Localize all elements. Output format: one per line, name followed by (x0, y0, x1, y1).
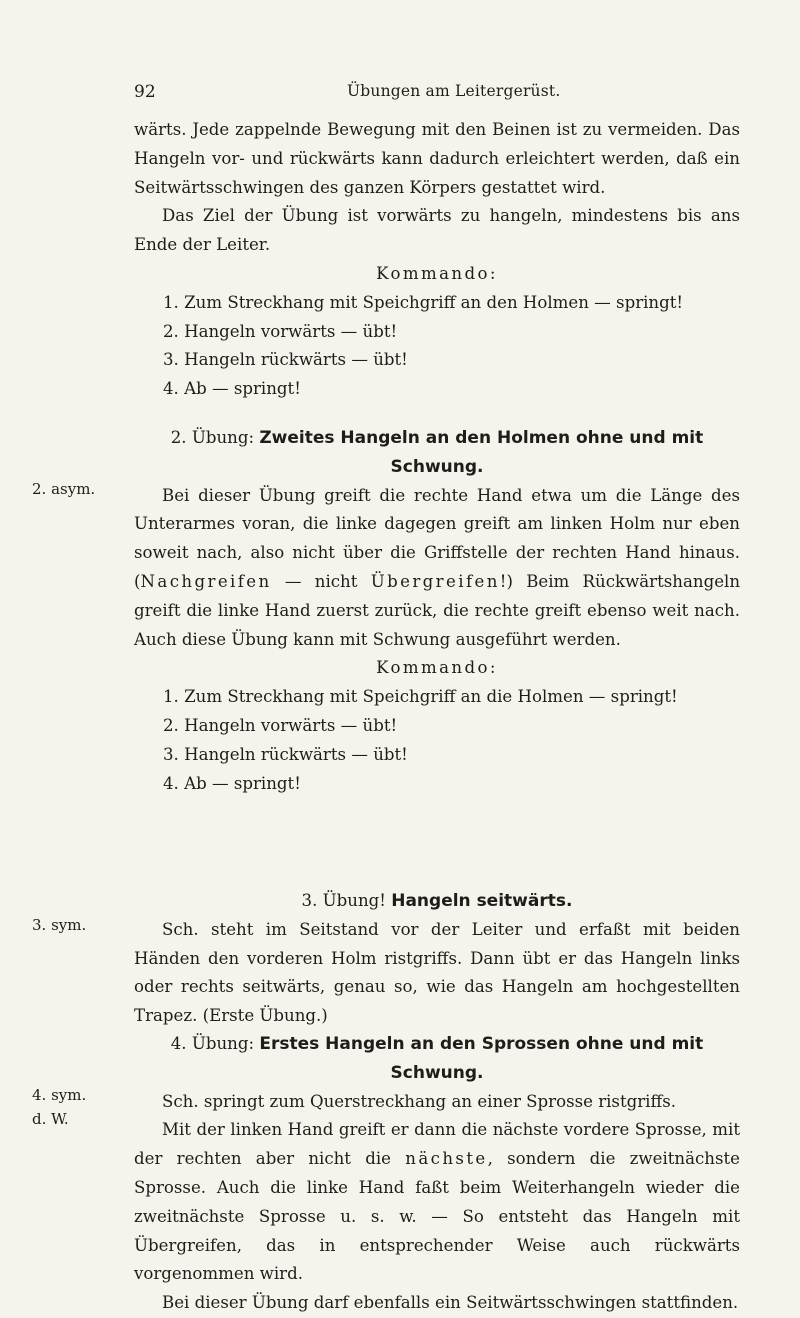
exercise-title: Zweites Hangeln an den Holmen ohne und mit Schwung. (259, 428, 704, 477)
kommando-list (134, 289, 740, 404)
exercise-2 (134, 424, 740, 798)
paragraph-goal: Das Ziel der Übung ist vorwärts zu hangeln, mindestens bis ans Ende der Leiter. (134, 206, 740, 255)
kommando-item: 1. Zum Streckhang mit Speichgriff an den Holmen — springt! (163, 292, 684, 312)
kommando-item: 2. Hangeln vorwärts — übt! (163, 321, 398, 341)
kommando-item: 3. Hangeln rückwärts — übt! (163, 744, 408, 764)
exercise-body: Sch. springt zum Querstreckhang an einer Sprosse ristgriffs. (162, 1091, 677, 1111)
kommando-item: 4. Ab — springt! (163, 379, 301, 399)
exercise-title: Hangeln seitwärts. (391, 891, 573, 911)
kommando-heading: Kommando: (376, 263, 498, 283)
spaced-term: nächste (405, 1149, 488, 1169)
spaced-term: Nachgreifen (140, 571, 272, 591)
section-intro (134, 116, 740, 404)
exercise-prefix: 4. Übung: (170, 1034, 255, 1053)
exercise-4 (134, 1030, 740, 1318)
exercise-heading (134, 887, 740, 916)
exercise-heading (134, 424, 740, 482)
kommando-item: 4. Ab — springt! (163, 773, 301, 793)
exercise-3 (134, 887, 740, 1031)
exercise-body: Bei dieser Übung greift die rechte Hand etwa um die Länge des Unterarmes voran, die linke dagegen greift am linken Holm nur eben soweit nach, also nicht über die Griffstelle der rechten Hand hinaus. (Nachgreifen — nicht Übergreifen!) Beim Rückwärtshangeln greift die linke Hand zuerst zurück, die rechte greift ebenso weit nach. Auch diese Übung kann mit Schwung ausgeführt werden. (134, 485, 741, 649)
paragraph-continuation: wärts. Jede zappelnde Bewegung mit den Beinen ist zu vermeiden. Das Hangeln vor- und rückwärts kann dadurch erleichtert werden, daß ein Seitwärtsschwingen des ganzen Körpers gestattet wird. (134, 120, 740, 197)
running-title: Übungen am Leitergerüst. (347, 82, 561, 100)
kommando-heading: Kommando: (376, 658, 498, 678)
exercise-heading (134, 1030, 740, 1088)
kommando-item: 3. Hangeln rückwärts — übt! (163, 350, 408, 370)
spaced-term: Übergreifen (370, 571, 500, 591)
page-header (0, 82, 800, 106)
exercise-body: Sch. steht im Seitstand vor der Leiter und erfaßt mit beiden Händen den vorderen Holm ristgriffs. Dann übt er das Hangeln links oder rechts seitwärts, genau so, wie das Hangeln am hochgestellten Trapez. (Erste Übung.) (134, 919, 740, 1026)
exercise-prefix: 3. Übung! (301, 891, 386, 910)
kommando-item: 1. Zum Streckhang mit Speichgriff an die Holmen — springt! (163, 687, 678, 707)
margin-note: 4. sym. d. W. (32, 1086, 87, 1128)
kommando-list (134, 683, 740, 798)
exercise-prefix: 2. Übung: (170, 428, 255, 447)
page-number: 92 (134, 82, 156, 102)
margin-note: 2. asym. (32, 480, 96, 498)
kommando-item: 2. Hangeln vorwärts — übt! (163, 715, 398, 735)
exercise-title: Erstes Hangeln an den Sprossen ohne und mit Schwung. (259, 1034, 704, 1083)
margin-note: 3. sym. (32, 916, 87, 934)
exercise-body: Mit der linken Hand greift er dann die nächste vordere Sprosse, mit der rechten aber nicht die nächste, sondern die zweitnächste Sprosse. Auch die linke Hand faßt beim Weiterhangeln wieder die zweitnächste Sprosse u. s. w. — So entsteht das Hangeln mit Übergreifen, das in entsprechender Weise auch rückwärts vorgenommen wird. (134, 1120, 740, 1284)
exercise-body: Bei dieser Übung darf ebenfalls ein Seitwärtsschwingen stattfinden. (162, 1293, 739, 1313)
